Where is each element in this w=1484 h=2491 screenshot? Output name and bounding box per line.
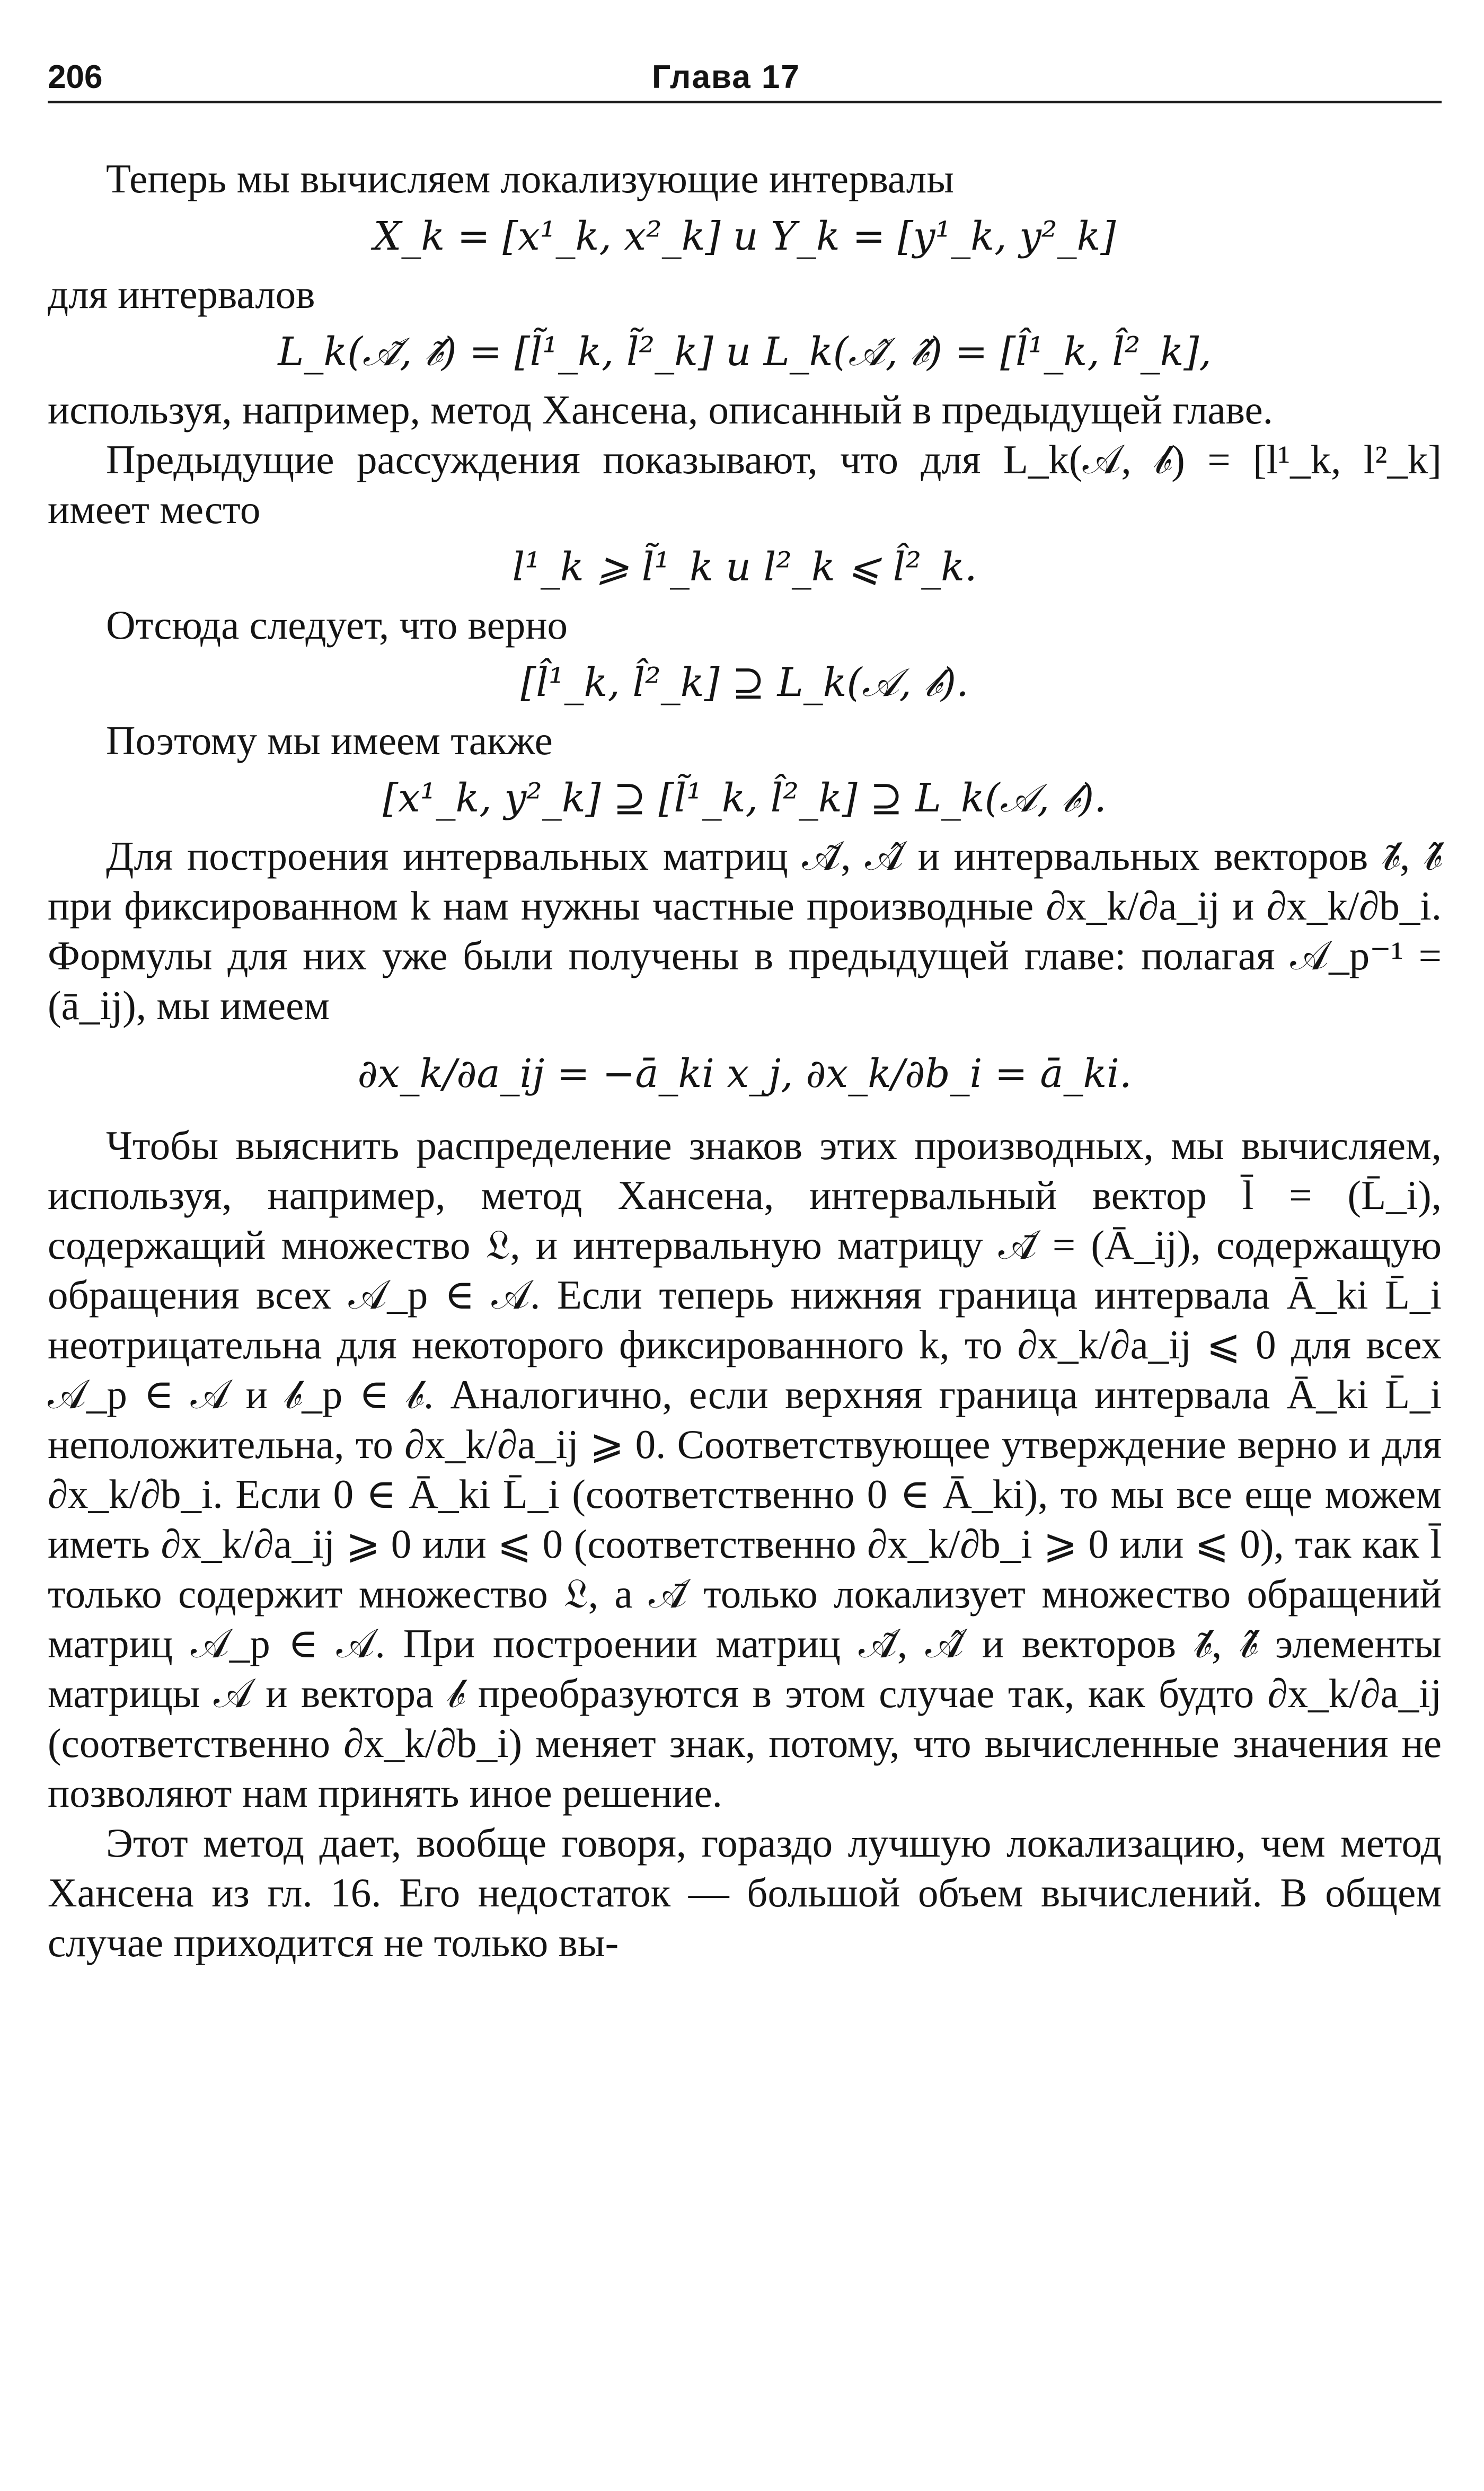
paragraph-hansen-method: используя, например, метод Хансена, описанный в предыдущей главе. [48,387,1273,432]
formula-partial-derivatives: ∂x_k/∂a_ij = −ā_ki x_j, ∂x_k/∂b_i = ā_ki. [357,1051,1132,1097]
paragraph-it-follows: Отсюда следует, что верно [106,602,568,648]
paragraph-previous-reasoning: Предыдущие рассуждения показывают, что для L_k(𝒜, 𝒷) = [l¹_k, l²_k] имеет место [48,437,1442,532]
formula-inclusion-2: [x¹_k, y²_k] ⊇ [l̃¹_k, l̂²_k] ⊇ L_k(𝒜, 𝒷). [383,775,1107,821]
formula-lk-intervals: L_k(𝒜̃, 𝒷̃) = [l̃¹_k, l̃²_k] и L_k(𝒜̂, 𝒷̂) = [l̂¹_k, l̂²_k], [278,329,1212,375]
paragraph-localizing-intervals: Теперь мы вычисляем локализующие интервалы [106,156,954,201]
paragraph-construction: Для построения интервальных матриц 𝒜̃, 𝒜̂ и интервальных векторов 𝒷̃, 𝒷̂ при фиксированном k нам нужны частные производные ∂x_k/∂a_ij и ∂x_k/∂b_i. Формулы для них уже были получены в предыдущей главе: полагая 𝒜_p⁻¹ = (ā_ij), мы имеем [48,833,1442,1028]
formula-xk-yk: X_k = [x¹_k, x²_k] и Y_k = [y¹_k, y²_k] [373,214,1116,259]
main-text [48,154,1442,1967]
book-page [48,53,1442,1967]
paragraph-for-intervals: для интервалов [48,271,315,317]
paragraph-method-advantages: Этот метод дает, вообще говоря, гораздо лучшую локализацию, чем метод Хансена из гл. 16. Его недостаток — большой объем вычислений. В общем случае приходится не только вы- [48,1820,1442,1965]
running-header [48,53,1442,103]
page-number: 206 [48,59,103,95]
paragraph-therefore: Поэтому мы имеем также [106,718,553,763]
paragraph-sign-distribution: Чтобы выяснить распределение знаков этих производных, мы вычисляем, используя, например, метод Хансена, интервальный вектор l̄ = (L̄_i), содержащий множество 𝔏, и интервальную матрицу 𝒜̄ = (Ā_ij), содержащую обращения всех 𝒜_p ∈ 𝒜. Если теперь нижняя граница интервала Ā_ki L̄_i неотрицательна для некоторого фиксированного k, то ∂x_k/∂a_ij ⩽ 0 для всех 𝒜_p ∈ 𝒜 и 𝒷_p ∈ 𝒷. Аналогично, если верхняя граница интервала Ā_ki L̄_i неположительна, то ∂x_k/∂a_ij ⩾ 0. Соответствующее утверждение верно и для ∂x_k/∂b_i. Если 0 ∈ Ā_ki L̄_i (соответственно 0 ∈ Ā_ki), то мы все еще можем иметь ∂x_k/∂a_ij ⩾ 0 или ⩽ 0 (соответственно ∂x_k/∂b_i ⩾ 0 или ⩽ 0), так как l̄ только содержит множество 𝔏, а 𝒜̄ только локализует множество обращений матриц 𝒜_p ∈ 𝒜. При построении матриц 𝒜̃, 𝒜̂ и векторов 𝒷̃, 𝒷̂ элементы матрицы 𝒜 и вектора 𝒷 преобразуются в этом случае так, как будто ∂x_k/∂a_ij (соответственно ∂x_k/∂b_i) меняет знак, потому, что вычисленные значения не позволяют нам принять иное решение. [48,1123,1442,1816]
formula-l-inequalities: l¹_k ⩾ l̃¹_k и l²_k ⩽ l̂²_k. [512,544,977,590]
formula-inclusion-1: [l̂¹_k, l̂²_k] ⊇ L_k(𝒜, 𝒷). [520,660,969,705]
chapter-title: Глава 17 [652,59,800,95]
